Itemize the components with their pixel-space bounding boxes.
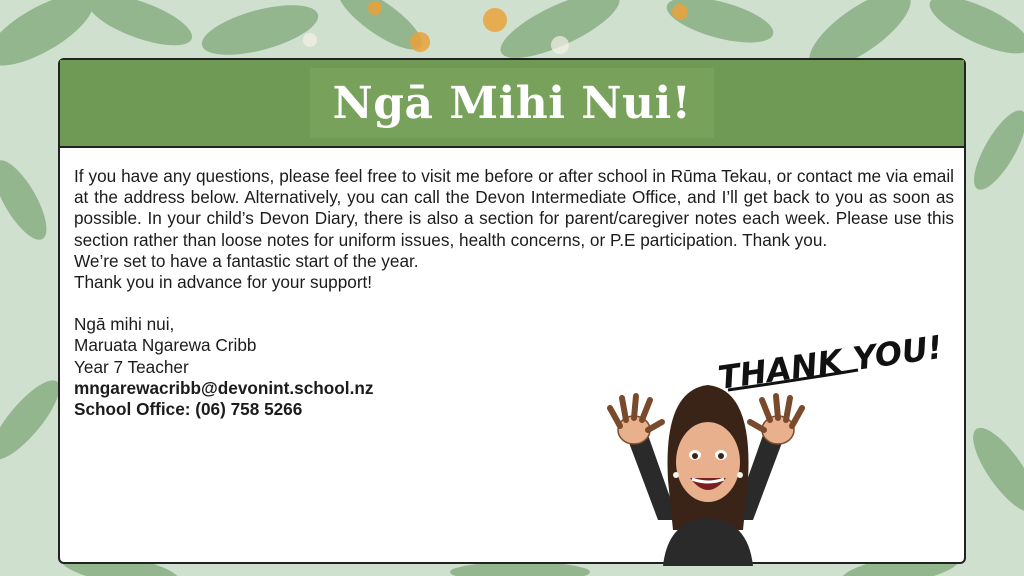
thank-you-text: THANK YOU! bbox=[715, 327, 945, 397]
title-box bbox=[310, 68, 714, 138]
school-office-phone: School Office: (06) 758 5266 bbox=[74, 399, 303, 420]
message-card bbox=[58, 58, 966, 564]
thank-you-avatar-icon bbox=[568, 327, 945, 566]
page-title: Ngā Mihi Nui! bbox=[332, 77, 692, 129]
signature-greeting: Ngā mihi nui, bbox=[74, 314, 175, 335]
spacer bbox=[74, 293, 954, 314]
signature-role: Year 7 Teacher bbox=[74, 356, 189, 377]
title-banner bbox=[60, 60, 964, 148]
message-start-line: We’re set to have a fantastic start of the year. bbox=[74, 250, 419, 271]
signature-name: Maruata Ngarewa Cribb bbox=[74, 335, 257, 356]
message-paragraph: If you have any questions, please feel free to visit me before or after school in Rūma Tekau, or contact me via email at the address below. Alternatively, you can call the Devon Intermediate Office, and I’ll get back to you as soon as possible. In your child’s Devon Diary, there is also a section for parent/caregiver notes each week. Please use this section rather than loose notes for uniform issues, health concerns, or P.E participation. Thank you. bbox=[74, 166, 954, 250]
signature-email[interactable]: mngarewacribb@devonint.school.nz bbox=[74, 377, 374, 398]
message-thanks-line: Thank you in advance for your support! bbox=[74, 272, 373, 293]
